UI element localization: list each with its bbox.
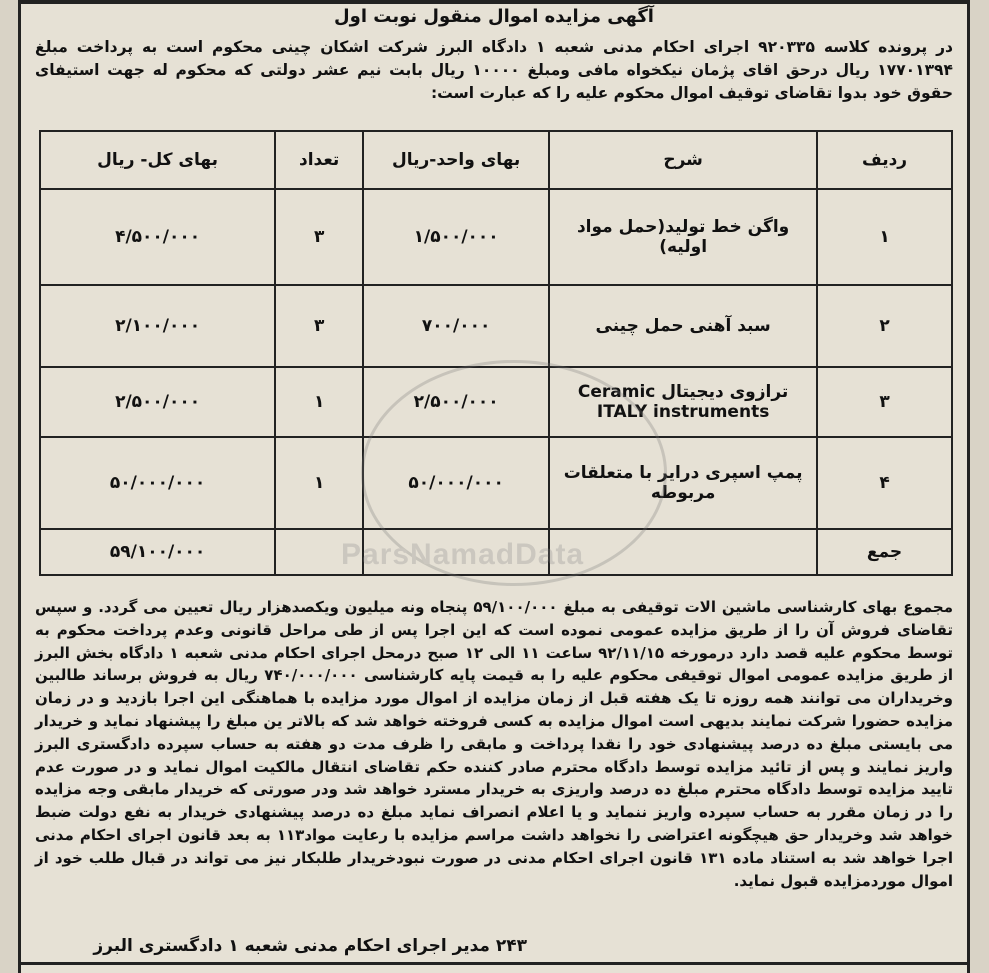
sum-label: جمع [817,529,952,575]
cell-unit-price: ۵۰/۰۰۰/۰۰۰ [363,437,549,529]
cell-quantity: ۱ [275,367,363,437]
sum-empty-cell [363,529,549,575]
cell-unit-price: ۷۰۰/۰۰۰ [363,285,549,367]
table-header-row [40,131,952,189]
cell-row-number: ۲ [817,285,952,367]
cell-total-price: ۵۰/۰۰۰/۰۰۰ [40,437,275,529]
notice-body: مجموع بهای کارشناسی ماشین الات توقیفی به مبلغ ۵۹/۱۰۰/۰۰۰ پنجاه ونه میلیون ویکصدهزار ریال تعیین می گردد. و سپس تقاضای فروش آن را از طریق مزایده عمومی نموده است که این اجرا پس از طی مراحل قانونی وعدم پرداخت محکوم به توسط محکوم علیه قصد دارد درمورخه ۹۲/۱۱/۱۵ ساعت ۱۱ الی ۱۲ صبح درمحل اجرای احکام مدنی شعبه ۱ دادگاه بخش البرز از طریق مزایده عمومی اموال توقیفی محکوم علیه را به قیمت پایه کارشناسی ۷۴۰/۰۰۰/۰۰۰ ریال به فروش برساند طالبین وخریداران می توانند همه روزه تا یک هفته قبل از زمان مزایده از اموال مورد مزایده با هماهنگی این اجرا بازدید و در زمان مزایده حضورا شرکت نمایند بدیهی است اموال مزایده به کسی فروخته خواهد شد که بالاتر ین مبلغ را پیشنهاد نماید و خریدار می بایستی مبلغ ده درصد پیشنهادی خود را نقدا پرداخت و مابقی را ظرف مدت دو هفته به حساب سپرده دادگستری البرز واریز نمایند و پس از تائید مزایده توسط دادگاه محترم صادر کننده حکم تقاضای انتقال مالکیت اموال نماید و در صورت عدم تایید مزایده توسط دادگاه محترم مبلغ ده درصد واریزی به خریدار مسترد خواهد شد ودر صورتی که خریدار مابقی وجه مزایده را در زمان مقرر به حساب سپرده واریز ننماید و یا اعلام انصراف نماید مبلغ ده درصد پیشنهادی خریدار به نفع دولت ضبط خواهد شد وخریدار حق هیچگونه اعتراضی را نخواهد داشت مراسم مزایده با رعایت مواد۱۱۳ به بعد قانون اجرای احکام مدنی اجرا خواهد شد به استناد ماده ۱۳۱ قانون اجرای احکام مدنی در صورت نبودخریدار طلبکار نیز می تواند در قبال طلب خود از اموال موردمزایده قبول نماید. [35,598,954,890]
table-row [40,189,952,285]
cell-quantity: ۳ [275,189,363,285]
cell-quantity: ۳ [275,285,363,367]
cell-total-price: ۲/۱۰۰/۰۰۰ [40,285,275,367]
table-row [40,437,952,529]
cell-description: واگن خط تولید(حمل مواد اولیه) [549,189,817,285]
cell-description: ترازوی دیجیتال Ceramic ITALY instruments [549,367,817,437]
top-border-rule [21,0,967,4]
cell-unit-price: ۲/۵۰۰/۰۰۰ [363,367,549,437]
notice-signature: ۲۴۳ مدیر اجرای احکام مدنی شعبه ۱ دادگستری البرز [93,936,527,956]
cell-total-price: ۴/۵۰۰/۰۰۰ [40,189,275,285]
notice-intro: در پرونده کلاسه ۹۲۰۳۳۵ اجرای احکام مدنی شعبه ۱ دادگاه البرز شرکت اشکان چینی محکوم است به پرداخت مبلغ ۱۷۷۰۱۳۹۴ ریال درحق اقای پژمان نیکخواه مافی ومبلغ ۱۰۰۰۰ ریال بابت نیم عشر دولتی که محکوم له جهت استیفای حقوق خود بدوا تقاضای توقیف اموال محکوم علیه را که عبارت است: [35,38,953,102]
cell-total-price: ۲/۵۰۰/۰۰۰ [40,367,275,437]
cell-quantity: ۱ [275,437,363,529]
watermark-text: ParsNamadData [341,538,585,571]
sum-total: ۵۹/۱۰۰/۰۰۰ [40,529,275,575]
header-quantity: تعداد [275,131,363,189]
table-sum-row [40,529,952,575]
newspaper-clipping [18,0,970,973]
cell-description: سبد آهنی حمل چینی [549,285,817,367]
sum-empty-cell [549,529,817,575]
table-row [40,367,952,437]
header-row-number: ردیف [817,131,952,189]
header-description: شرح [549,131,817,189]
cell-row-number: ۱ [817,189,952,285]
notice-title: آگهی مزایده اموال منقول نوبت اول [334,6,654,27]
items-table [39,130,953,576]
header-unit-price: بهای واحد-ریال [363,131,549,189]
cell-unit-price: ۱/۵۰۰/۰۰۰ [363,189,549,285]
cell-row-number: ۳ [817,367,952,437]
table-row [40,285,952,367]
bottom-border-rule [21,962,967,965]
cell-row-number: ۴ [817,437,952,529]
sum-empty-cell [275,529,363,575]
cell-description: پمپ اسپری درایر با متعلقات مربوطه [549,437,817,529]
header-total-price: بهای کل- ریال [40,131,275,189]
